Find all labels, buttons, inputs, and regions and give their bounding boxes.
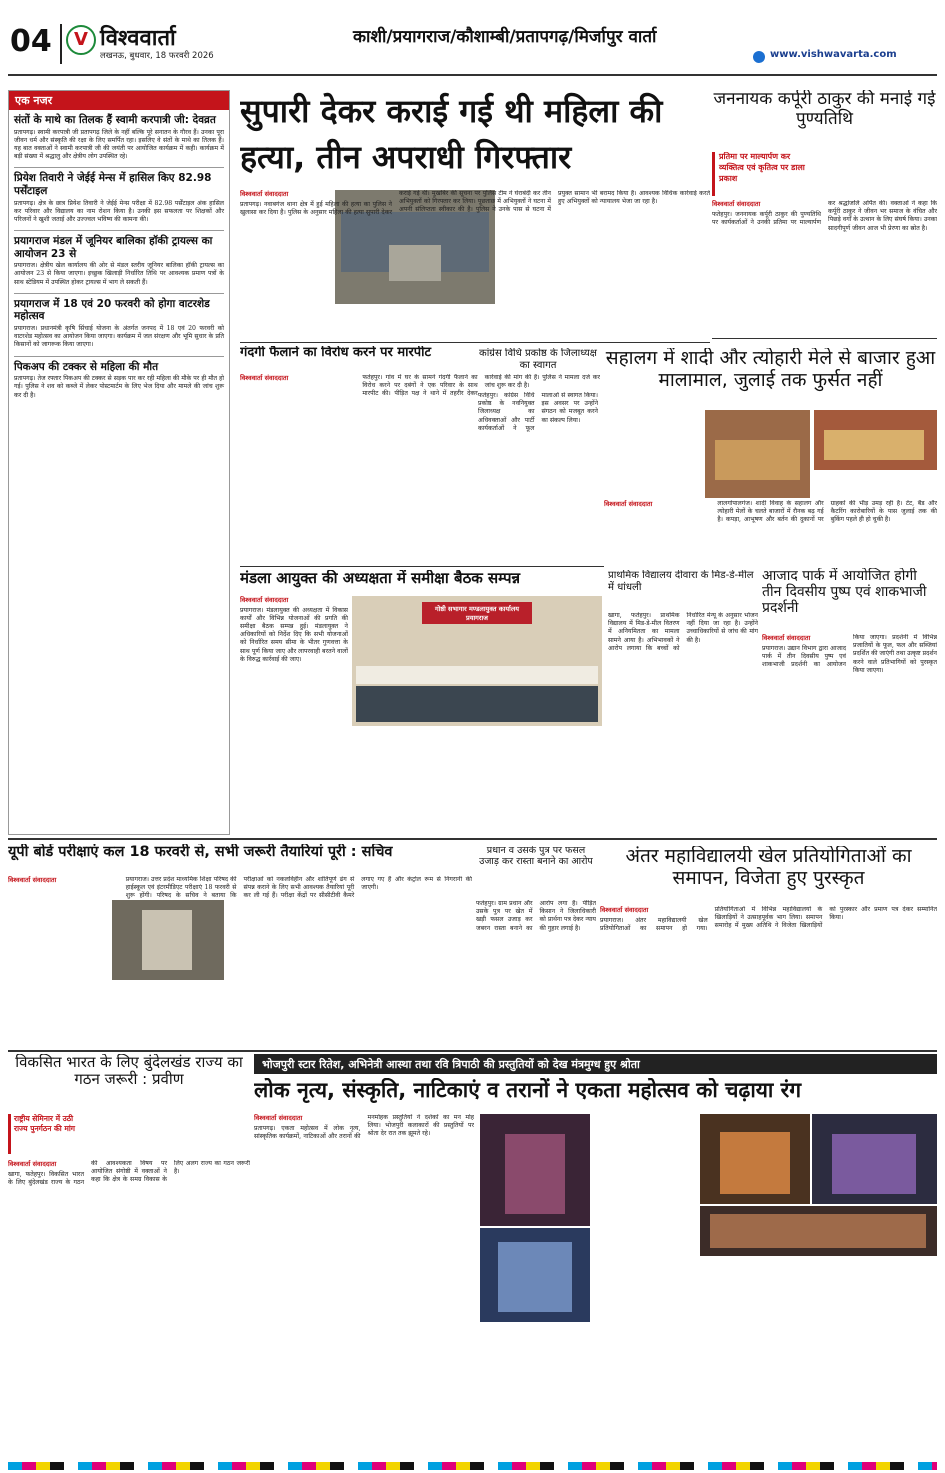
nazar-body: प्रतापगढ़। तेज रफ्तार पिकअप की टक्कर से सड़क पार कर रही महिला की मौके पर ही मौत हो गई। पुलिस ने शव को कब्जे में लेकर पोस्टमार्टम के लिए भेज दिया और मामले की जांच शुरू कर दी है।: [14, 375, 224, 399]
nazar-body: प्रयागराज। प्रधानमंत्री कृषि सिंचाई योजना के अंतर्गत जनपद में 18 एवं 20 फरवरी को वाटरशेड महोत्सव का आयोजन किया जाएगा। कार्यक्रम में जल संरक्षण और भूमि सुधार के प्रति किसानों को जागरूक किया जाएगा।: [14, 325, 224, 349]
pradhan-body: फतेहपुर। ग्राम प्रधान और उसके पुत्र पर खेत में खड़ी फसल उजाड़ कर जबरन रास्ता बनाने का आरोप लगा है। पीड़ित किसान ने जिलाधिकारी को प्रार्थना पत्र देकर न्याय की गुहार लगाई है।: [476, 900, 596, 932]
antar-headline: अंतर महाविद्यालयी खेल प्रतियोगिताओं का समापन, विजेता हुए पुरस्कृत: [625, 846, 912, 889]
page-number: 04: [10, 24, 52, 59]
bhojpuri-photo: [700, 1206, 937, 1256]
vidyalaya-headline: प्राथमिक विद्यालय दीवारा के मिड-डे-मील में धांधली: [608, 570, 754, 593]
sahalag-photo: [705, 410, 810, 498]
gandagi-body: विश्ववार्ता संवाददाता फतेहपुर। गांव में घर के सामने गंदगी फैलाने का विरोध करने पर दबंगों ने एक परिवार के साथ मारपीट की। पीड़ित पक्ष ने थाने में तहरीर देकर कार्रवाई की मांग की है। पुलिस ने मामला दर्ज कर जांच शुरू कर दी है।: [240, 374, 600, 398]
nazar-headline: प्रियेश तिवारी ने जेईई मेन्स में हासिल किए 82.98 पर्सेंटाइल: [14, 172, 212, 197]
byline: विश्ववार्ता संवाददाता: [762, 634, 811, 642]
byline: विश्ववार्ता संवाददाता: [600, 906, 649, 914]
mandla-sign: गोष्ठी सभागार मण्डलायुक्त कार्यालय प्रयागराज: [422, 602, 532, 624]
bhojpuri-photo: [812, 1114, 937, 1204]
nazar-headline: प्रयागराज मंडल में जूनियर बालिका हॉकी ट्रायल्स का आयोजन 23 से: [14, 235, 213, 260]
upboard-headline: यूपी बोर्ड परीक्षाएं कल 18 फरवरी से, सभी जरूरी तैयारियां पूरी : सचिव: [8, 844, 393, 860]
gandagi-headline: गंदगी फैलाने का विरोध करने पर मारपीट: [240, 346, 432, 360]
masthead-title: विश्ववार्ता: [100, 26, 176, 51]
sahalag-photo: [814, 410, 937, 470]
bundelkhand-headline: विकसित भारत के लिए बुंदेलखंड राज्य का गठन जरूरी : प्रवीण: [15, 1054, 243, 1089]
bhojpuri-photo: [480, 1114, 590, 1226]
ek-nazar-label: एक नजर: [9, 91, 229, 110]
supari-headline: सुपारी देकर कराई गई थी महिला की हत्या, तीन अपराधी गिरफ्तार: [240, 92, 663, 177]
printer-color-bar: [8, 1462, 937, 1470]
bhojpuri-headline: लोक नृत्य, संस्कृति, नाटिकाएं व तरानों ने एकता महोत्सव को चढ़ाया रंग: [254, 1078, 802, 1102]
bundelkhand-body: विश्ववार्ता संवाददाता खागा, फतेहपुर। विकसित भारत के लिए बुंदेलखंड राज्य के गठन की आवश्यकता विषय पर आयोजित संगोष्ठी में वक्ताओं ने कहा कि क्षेत्र के समग्र विकास के लिए अलग राज्य का गठन जरूरी है।: [8, 1160, 250, 1186]
bhojpuri-body: विश्ववार्ता संवाददाता प्रतापगढ़। एकता महोत्सव में लोक नृत्य, सांस्कृतिक कार्यक्रमों, नाटिकाओं और तरानों की मनमोहक प्रस्तुतियों ने दर्शकों का मन मोह लिया। भोजपुरी कलाकारों की प्रस्तुतियों पर श्रोता देर रात तक झूमते रहे।: [254, 1114, 474, 1140]
bhojpuri-photo: [700, 1114, 810, 1204]
dateline: लखनऊ, बुधवार, 18 फरवरी 2026: [100, 51, 214, 61]
masthead-bar: [8, 20, 937, 72]
mandla-photo: [352, 596, 602, 726]
byline: विश्ववार्ता संवाददाता: [8, 1160, 57, 1168]
vidyalaya-body: खागा, फतेहपुर। प्राथमिक विद्यालय में मिड-डे-मील वितरण में अनियमितता का मामला सामने आया है। अभिभावकों ने आरोप लगाया कि बच्चों को निर्धारित मेन्यू के अनुसार भोजन नहीं दिया जा रहा है। उन्होंने उच्चाधिकारियों से जांच की मांग की है।: [608, 612, 758, 652]
congress-headline: कांग्रेस विधि प्रकोष्ठ के जिलाध्यक्ष का स्वागत: [479, 348, 597, 371]
sahalag-headline: सहालग में शादी और त्योहारी मेले से बाजार हुआ मालामाल, जुलाई तक फुर्सत नहीं: [605, 348, 936, 391]
ek-nazar-box: [8, 90, 230, 835]
website-icon: [753, 51, 765, 63]
bundelkhand-pullquote: राष्ट्रीय सेमिनार में उठी राज्य पुनर्गठन की मांग: [8, 1114, 88, 1154]
nazar-body: प्रतापगढ़। क्षेत्र के छात्र प्रियेश तिवारी ने जेईई मेन्स परीक्षा में 82.98 पर्सेंटाइल अंक हासिल कर परिवार और विद्यालय का नाम रोशन किया है। उनकी इस सफलता पर शिक्षकों और परिजनों ने खुशी जताई और उज्ज्वल भविष्य की कामना की।: [14, 199, 224, 223]
sahalag-body: विश्ववार्ता संवाददाता लालगोपालगंज। शादी विवाह के सहालग और त्योहारी मेलों के चलते बाजारों में रौनक बढ़ गई है। कपड़ा, आभूषण और बर्तन की दुकानों पर ग्राहकों की भीड़ उमड़ रही है। टेंट, बैंड और कैटरिंग कारोबारियों के पास जुलाई तक की बुकिंग पहले ही हो चुकी है।: [604, 500, 937, 524]
karpoori-pullquote: प्रतिमा पर माल्यार्पण कर व्यक्तित्व एवं कृतित्व पर डाला प्रकाश: [712, 152, 816, 196]
byline: विश्ववार्ता संवाददाता: [604, 500, 653, 508]
nazar-headline: संतों के माथे का तिलक हैं स्वामी करपात्री जी: देवव्रत: [14, 114, 216, 126]
logo-icon: V: [66, 25, 96, 55]
nazar-body: प्रयागराज। क्षेत्रीय खेल कार्यालय की ओर से मंडल स्तरीय जूनियर बालिका हॉकी ट्रायल्स का आयोजन 23 से किया जाएगा। इच्छुक खिलाड़ी निर्धारित तिथि पर आवश्यक प्रमाण पत्रों के साथ स्टेडियम में उपस्थित होकर ट्रायल्स में भाग ले सकती हैं।: [14, 262, 224, 286]
edition-title: काशी/प्रयागराज/कौशाम्बी/प्रतापगढ़/मिर्जापुर वार्ता: [353, 27, 657, 47]
azad-headline: आजाद पार्क में आयोजित होगी तीन दिवसीय पुष्प एवं शाकभाजी प्रदर्शनी: [762, 568, 927, 617]
antar-body: विश्ववार्ता संवाददाता प्रयागराज। अंतर महाविद्यालयी खेल प्रतियोगिताओं का समापन हो गया। प्रतियोगिताओं में विभिन्न महाविद्यालयों के खिलाड़ियों ने उत्साहपूर्वक भाग लिया। समापन समारोह में मुख्य अतिथि ने विजेता खिलाड़ियों को पुरस्कार और प्रमाण पत्र देकर सम्मानित किया।: [600, 906, 937, 932]
upboard-body: विश्ववार्ता संवाददाता प्रयागराज। उत्तर प्रदेश माध्यमिक शिक्षा परिषद की हाईस्कूल एवं इंटरमीडिएट परीक्षाएं 18 फरवरी से शुरू होंगी। परिषद के सचिव ने बताया कि परीक्षाओं को नकलविहीन और शांतिपूर्ण ढंग से संपन्न कराने के लिए सभी आवश्यक तैयारियां पूरी कर ली गई हैं। परीक्षा केंद्रों पर सीसीटीवी कैमरे लगाए गए हैं और कंट्रोल रूम से निगरानी की जाएगी।: [8, 876, 472, 900]
supari-body: विश्ववार्ता संवाददाता प्रतापगढ़। नवाबगंज थाना क्षेत्र में हुई महिला की हत्या का पुलिस ने खुलासा कर दिया है। पुलिस के अनुसार महिला की हत्या सुपारी देकर कराई गई थी। मुखबिर की सूचना पर पुलिस टीम ने घेराबंदी कर तीन अभियुक्तों को गिरफ्तार कर लिया। पूछताछ में अभियुक्तों ने घटना में अपनी संलिप्तता स्वीकार की है। पुलिस ने उनके पास से घटना में प्रयुक्त सामान भी बरामद किया है। आवश्यक विधिक कार्रवाई करते हुए अभियुक्तों को न्यायालय भेजा जा रहा है।: [240, 190, 710, 216]
mandla-body-cont: [240, 730, 604, 830]
karpoori-headline: जननायक कर्पूरी ठाकुर की मनाई गई पुण्यतिथि: [713, 90, 936, 129]
nazar-headline: प्रयागराज में 18 एवं 20 फरवरी को होगा वाटरशेड महोत्सव: [14, 297, 210, 323]
byline: विश्ववार्ता संवाददाता: [240, 374, 289, 382]
byline: विश्ववार्ता संवाददाता: [240, 596, 289, 604]
nazar-body: प्रतापगढ़। स्वामी करपात्री जी प्रतापगढ़ जिले के नहीं बल्कि पूरे सनातन के गौरव हैं। उनका पूरा जीवन धर्म और संस्कृति की रक्षा के लिए समर्पित रहा। इसलिए वे संतों के माथे का तिलक हैं। यह बात वक्ताओं ने स्वामी करपात्री जी की जयंती पर आयोजित कार्यक्रम में कही। कार्यक्रम में बड़ी संख्या में श्रद्धालु और क्षेत्रीय लोग उपस्थित रहे।: [14, 128, 224, 161]
pradhan-headline: प्रधान व उसके पुत्र पर फसल उजाड़ कर रास्ता बनाने का आरोप: [479, 846, 593, 867]
byline: विश्ववार्ता संवाददाता: [712, 200, 761, 208]
bhojpuri-strap: भोजपुरी स्टार रितेश, अभिनेत्री आस्था तथा रवि त्रिपाठी की प्रस्तुतियों को देख मंत्रमुग्ध हुए श्रोता: [254, 1054, 937, 1074]
mandla-headline: मंडला आयुक्त की अध्यक्षता में समीक्षा बैठक सम्पन्न: [240, 570, 521, 587]
nazar-headline: पिकअप की टक्कर से महिला की मौत: [14, 360, 159, 373]
azad-body: विश्ववार्ता संवाददाता प्रयागराज। उद्यान विभाग द्वारा आजाद पार्क में तीन दिवसीय पुष्प एवं शाकभाजी प्रदर्शनी का आयोजन किया जाएगा। प्रदर्शनी में विभिन्न प्रजातियों के फूल, फल और सब्जियां प्रदर्शित की जाएंगी तथा उत्कृष्ट प्रदर्शन करने वाले प्रतिभागियों को पुरस्कृत किया जाएगा।: [762, 634, 937, 674]
karpoori-body: विश्ववार्ता संवाददाता फतेहपुर। जननायक कर्पूरी ठाकुर की पुण्यतिथि पर कार्यकर्ताओं ने उनकी प्रतिमा पर माल्यार्पण कर श्रद्धांजलि अर्पित की। वक्ताओं ने कहा कि कर्पूरी ठाकुर ने जीवन भर समाज के वंचित और पिछड़े वर्गों के उत्थान के लिए संघर्ष किया। उनका सादगीपूर्ण जीवन आज भी प्रेरणा का स्रोत है।: [712, 200, 937, 232]
byline: विश्ववार्ता संवाददाता: [240, 190, 289, 198]
congress-body: फतेहपुर। कांग्रेस विधि प्रकोष्ठ के नवनियुक्त जिलाध्यक्ष का अधिवक्ताओं और पार्टी कार्यकर्ताओं ने फूल मालाओं से स्वागत किया। इस अवसर पर उन्होंने संगठन को मजबूत करने का संकल्प लिया।: [478, 392, 598, 432]
mandla-body: विश्ववार्ता संवाददाता प्रयागराज। मंडलायुक्त की अध्यक्षता में विकास कार्यों और विभिन्न योजनाओं की प्रगति की समीक्षा बैठक सम्पन्न हुई। मंडलायुक्त ने अधिकारियों को निर्देश दिए कि सभी योजनाओं को निर्धारित समय सीमा के भीतर गुणवत्ता के साथ पूर्ण किया जाए और लापरवाही बरतने वालों के विरुद्ध कार्रवाई की जाए।: [240, 596, 348, 663]
byline: विश्ववार्ता संवाददाता: [254, 1114, 303, 1122]
website-link[interactable]: www.vishwavarta.com: [770, 49, 897, 60]
bhojpuri-photo: [480, 1228, 590, 1322]
byline: विश्ववार्ता संवाददाता: [8, 876, 57, 884]
